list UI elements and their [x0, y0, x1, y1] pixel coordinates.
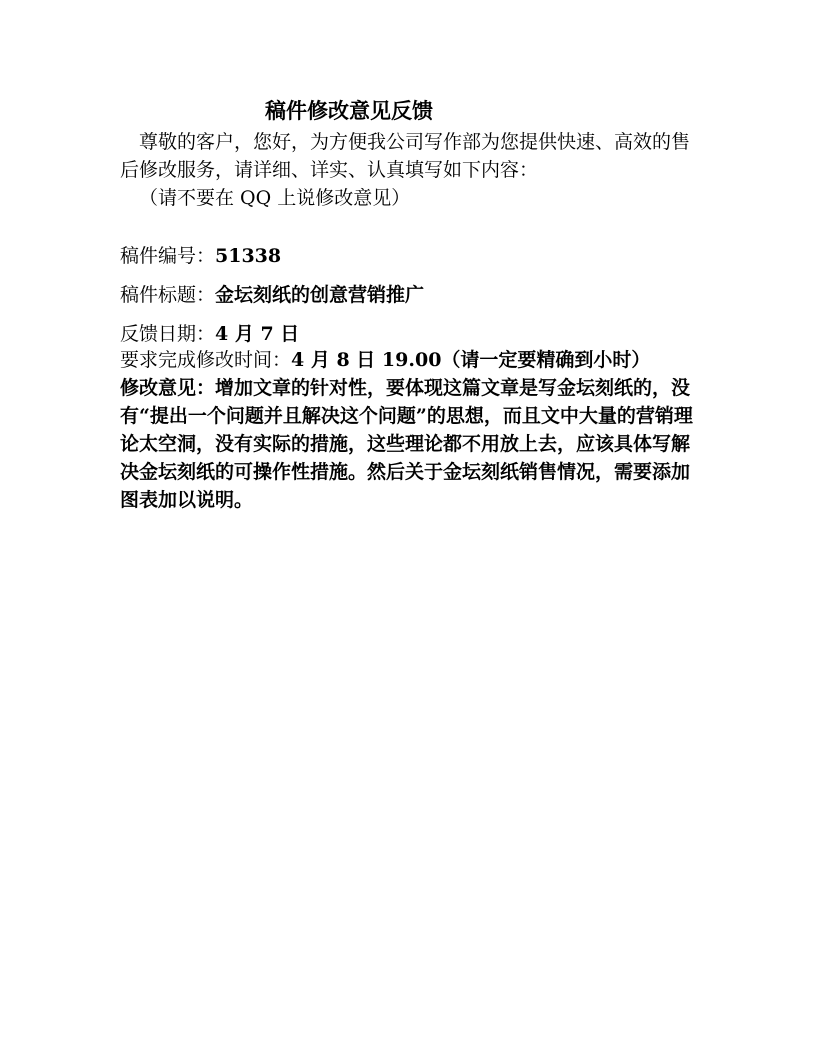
feedback-label: 修改意见： — [120, 377, 216, 399]
intro-paragraph: 尊敬的客户，您好，为方便我公司写作部为您提供快速、高效的售后修改服务，请详细、详实、认真填写如下内容： — [120, 131, 691, 181]
manuscript-title-row — [120, 281, 424, 309]
deadline-value: 4 月 8 日 19.00（请一定要精确到小时） — [291, 349, 651, 371]
manuscript-id-value: 51338 — [215, 245, 282, 267]
deadline-label: 要求完成修改时间： — [120, 349, 292, 371]
manuscript-id-row — [120, 242, 281, 270]
feedback-date-row — [120, 320, 299, 348]
intro-block — [120, 128, 700, 212]
feedback-date-label: 反馈日期： — [120, 323, 216, 345]
deadline-row — [120, 346, 650, 374]
manuscript-title-label: 稿件标题： — [120, 284, 216, 306]
feedback-block — [120, 374, 700, 514]
intro-note: （请不要在 QQ 上说修改意见） — [139, 187, 411, 209]
manuscript-id-label: 稿件编号： — [120, 245, 216, 267]
feedback-date-value: 4 月 7 日 — [215, 323, 300, 345]
manuscript-title-value: 金坛刻纸的创意营销推广 — [215, 284, 425, 306]
document-title: 稿件修改意见反馈 — [265, 98, 433, 123]
feedback-text: 增加文章的针对性，要体现这篇文章是写金坛刻纸的，没有“提出一个问题并且解决这个问题”的思想，而且文中大量的营销理论太空洞，没有实际的措施，这些理论都不用放上去，应该具体写解决金坛刻纸的可操作性措施。然后关于金坛刻纸销售情况，需要添加图表加以说明。 — [120, 377, 693, 511]
